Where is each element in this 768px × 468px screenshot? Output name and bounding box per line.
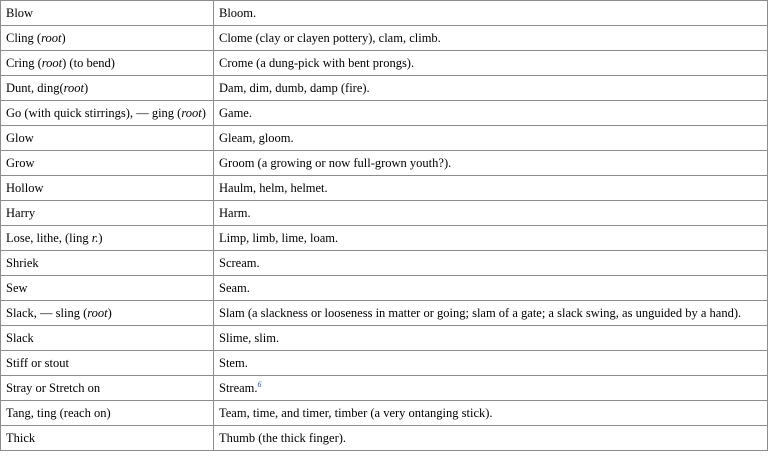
italic-text: root: [87, 305, 108, 320]
table-row: [1, 151, 768, 176]
table-body: [1, 1, 768, 451]
root-word-cell: [1, 76, 214, 101]
root-word-cell: [1, 151, 214, 176]
italic-text: root: [63, 80, 85, 95]
cell-text: Slack: [6, 330, 34, 345]
cell-text: Slam (a slackness or looseness in matter or going; slam of a gate; a slack swing, as unguided by a hand).: [219, 305, 742, 320]
cell-text: Stiff or stout: [6, 355, 69, 370]
root-word-cell: [1, 226, 214, 251]
table-row: [1, 26, 768, 51]
italic-text: root: [41, 30, 62, 45]
derived-word-cell: [214, 326, 768, 351]
italic-text: root: [181, 105, 202, 120]
cell-text: Hollow: [6, 180, 44, 195]
cell-text: Cring (: [6, 55, 42, 70]
cell-text: Seam.: [219, 280, 250, 295]
derived-word-cell: [214, 201, 768, 226]
derived-word-cell: [214, 226, 768, 251]
cell-text: Lose, lithe, (ling: [6, 230, 92, 245]
root-word-cell: [1, 301, 214, 326]
cell-text: Haulm, helm, helmet.: [219, 180, 328, 195]
cell-text: Stray or Stretch on: [6, 380, 101, 395]
cell-text: Game.: [219, 105, 252, 120]
table-row: [1, 126, 768, 151]
cell-text: Blow: [6, 5, 34, 20]
root-word-cell: [1, 1, 214, 26]
root-word-cell: [1, 326, 214, 351]
root-word-cell: [1, 26, 214, 51]
derived-word-cell: [214, 251, 768, 276]
derived-word-cell: [214, 51, 768, 76]
table-row: [1, 201, 768, 226]
cell-text: Harm.: [219, 205, 251, 220]
derived-word-cell: [214, 101, 768, 126]
cell-text: Glow: [6, 130, 34, 145]
cell-text: Dunt, ding(: [6, 80, 64, 95]
root-word-cell: [1, 101, 214, 126]
table-row: [1, 401, 768, 426]
derived-word-cell: [214, 426, 768, 451]
italic-text: root: [41, 55, 63, 70]
cell-text: Go (with quick stirrings), — ging (: [6, 105, 182, 120]
cell-text: Thick: [6, 430, 36, 445]
table-row: [1, 226, 768, 251]
table-row: [1, 351, 768, 376]
cell-text: Bloom.: [219, 5, 257, 20]
derived-word-cell: [214, 1, 768, 26]
cell-text: Slime, slim.: [219, 330, 280, 345]
table-row: [1, 51, 768, 76]
cell-text: Team, time, and timer, timber (a very ontanging stick).: [219, 405, 493, 420]
derived-word-cell: [214, 126, 768, 151]
root-word-cell: [1, 376, 214, 401]
cell-text: Stream.: [219, 380, 258, 395]
cell-text: ): [84, 80, 89, 95]
cell-text: Limp, limb, lime, loam.: [219, 230, 339, 245]
cell-text: Slack, — sling (: [6, 305, 88, 320]
footnote-marker[interactable]: 6: [257, 379, 262, 389]
cell-text: Scream.: [219, 255, 260, 270]
derived-word-cell: [214, 26, 768, 51]
cell-text: Clome (clay or clayen pottery), clam, climb.: [219, 30, 441, 45]
cell-text: Stem.: [219, 355, 248, 370]
root-word-cell: [1, 401, 214, 426]
italic-text: r.: [91, 230, 99, 245]
table-row: [1, 251, 768, 276]
table-row: [1, 426, 768, 451]
derived-word-cell: [214, 151, 768, 176]
table-row: [1, 76, 768, 101]
cell-text: Grow: [6, 155, 35, 170]
cell-text: Harry: [6, 205, 36, 220]
table-row: [1, 101, 768, 126]
cell-text: Shriek: [6, 255, 39, 270]
table-row: [1, 376, 768, 401]
cell-text: ) (to bend): [62, 55, 115, 70]
root-word-cell: [1, 351, 214, 376]
root-word-cell: [1, 176, 214, 201]
derived-word-cell: [214, 351, 768, 376]
cell-text: Sew: [6, 280, 28, 295]
derived-word-cell: [214, 401, 768, 426]
cell-text: Tang, ting (reach on): [6, 405, 111, 420]
derived-word-cell: [214, 76, 768, 101]
root-word-cell: [1, 51, 214, 76]
cell-text: Dam, dim, dumb, damp (fire).: [219, 80, 370, 95]
cell-text: ): [201, 105, 206, 120]
cell-text: Cling (: [6, 30, 42, 45]
cell-text: Gleam, gloom.: [219, 130, 294, 145]
root-word-cell: [1, 201, 214, 226]
cell-text: Crome (a dung-pick with bent prongs).: [219, 55, 415, 70]
table-row: [1, 1, 768, 26]
derived-word-cell: [214, 276, 768, 301]
derived-word-cell: [214, 376, 768, 401]
cell-text: ): [107, 305, 112, 320]
table-row: [1, 276, 768, 301]
cell-text: ): [98, 230, 103, 245]
table-row: [1, 301, 768, 326]
derived-word-cell: [214, 176, 768, 201]
root-word-cell: [1, 276, 214, 301]
root-word-cell: [1, 251, 214, 276]
cell-text: Groom (a growing or now full-grown youth?).: [219, 155, 452, 170]
cell-text: ): [61, 30, 66, 45]
table-row: [1, 176, 768, 201]
cell-text: Thumb (the thick finger).: [219, 430, 347, 445]
root-word-cell: [1, 426, 214, 451]
derived-word-cell: [214, 301, 768, 326]
table-row: [1, 326, 768, 351]
root-word-cell: [1, 126, 214, 151]
